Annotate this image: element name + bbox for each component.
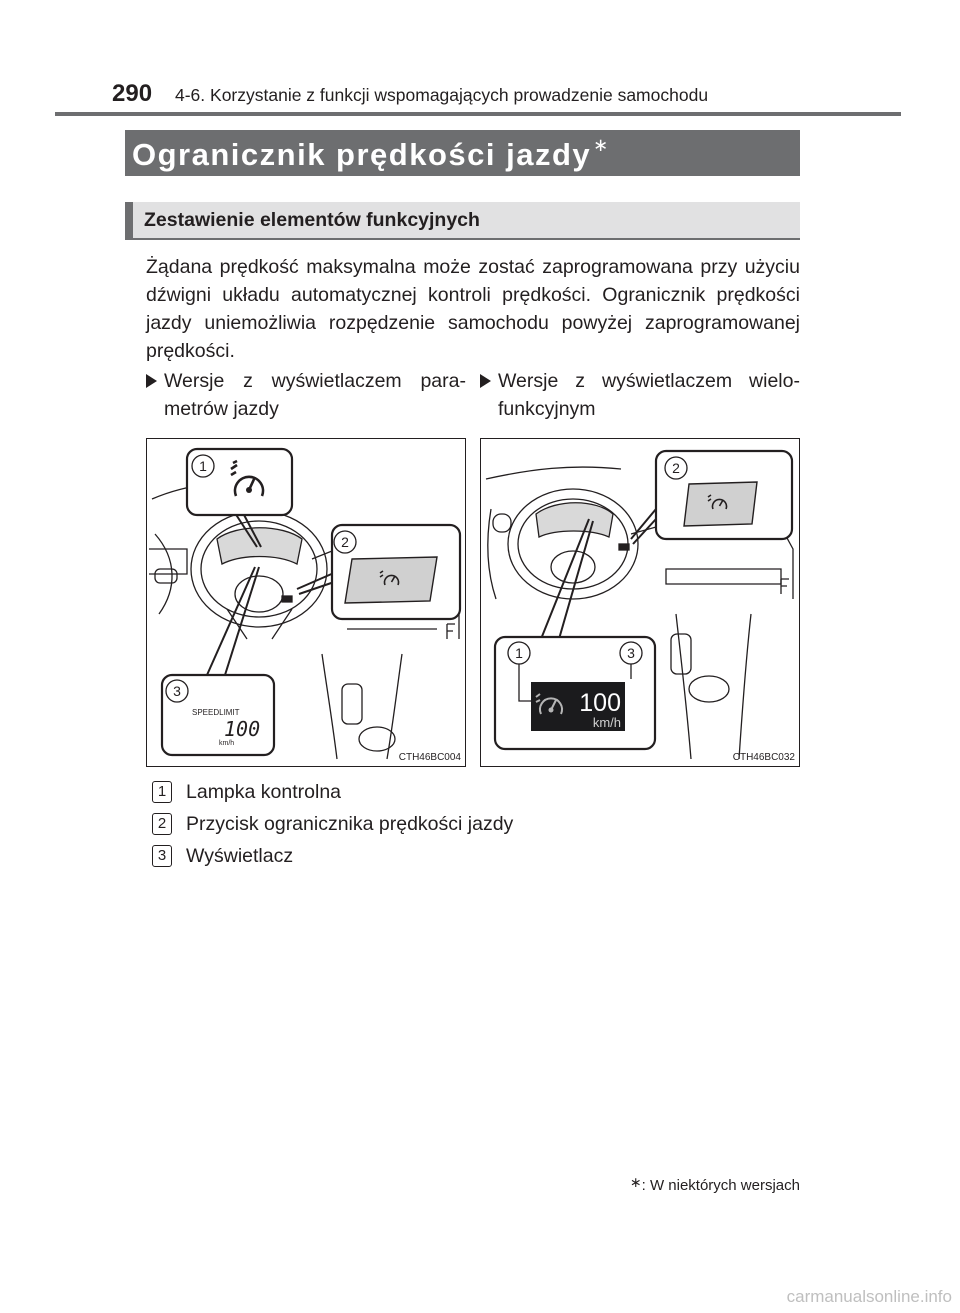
section-title-text: Ogranicznik prędkości jazdy [132, 137, 592, 172]
callout-number: 3 [173, 683, 181, 699]
legend-text: Wyświetlacz [186, 845, 294, 867]
page-number: 290 [112, 80, 153, 107]
dashboard-illustration [481, 439, 799, 766]
display-speed-unit: km/h [592, 715, 621, 730]
subsection-title: Zestawienie elementów funkcyjnych [144, 209, 480, 231]
footnote [630, 1174, 800, 1194]
figure-code: CTH46BC032 [732, 752, 795, 763]
triangle-bullet-icon [146, 374, 157, 388]
figure-trip-display [146, 438, 466, 767]
footnote-mark: ∗ [629, 1174, 642, 1190]
legend-number: 1 [152, 781, 172, 803]
legend-text: Lampka kontrolna [186, 781, 342, 803]
legend-number: 2 [152, 813, 172, 835]
display-speed-value: 100 [579, 689, 621, 717]
figure-multi-display [480, 438, 800, 767]
display-speedlimit-label: SPEEDLIMIT [192, 708, 240, 717]
watermark: carmanualsonline.info [786, 1287, 952, 1306]
variant-heading-trip-display [146, 367, 466, 423]
intro-paragraph: Żądana prędkość maksymalna może zostać zaprogramowana przy użyciu dźwigni układu automatycznej kontroli prędkości. Ogranicznik prędkości jazdy uniemożliwia rozpędzenie samochodu powyżej zaprogramowanej prędkości. [146, 256, 800, 362]
variant-heading-text: Wersje z wyświetlaczem parametrów jazdy [164, 370, 466, 420]
triangle-bullet-icon [480, 374, 491, 388]
figure-code: CTH46BC004 [398, 752, 461, 763]
callout-number: 2 [341, 534, 349, 550]
section-title-bar [125, 130, 800, 176]
chapter-title: 4-6. Korzystanie z funkcji wspomagających prowadzenie samochodu [175, 85, 709, 105]
variant-heading-text: Wersje z wyświetlaczem wielofunkcyjnym [498, 370, 800, 420]
subsection-bar [125, 202, 800, 240]
subsection-accent [125, 202, 133, 240]
dashboard-illustration [147, 439, 465, 766]
callout-number: 1 [515, 645, 523, 661]
display-speed-value: 100 [224, 717, 261, 741]
legend-number: 3 [152, 845, 172, 867]
footnote-text: : W niektórych wersjach [641, 1177, 800, 1194]
callout-number: 2 [672, 460, 680, 476]
display-speed-unit: km/h [219, 740, 235, 747]
variant-heading-multi-display [480, 367, 800, 423]
section-title-mark: ∗ [593, 135, 610, 155]
callout-number: 3 [627, 645, 635, 661]
callout-number: 1 [199, 458, 207, 474]
section-title [132, 135, 610, 173]
legend-text: Przycisk ogranicznika prędkości jazdy [186, 813, 514, 835]
header-rule [55, 112, 901, 116]
